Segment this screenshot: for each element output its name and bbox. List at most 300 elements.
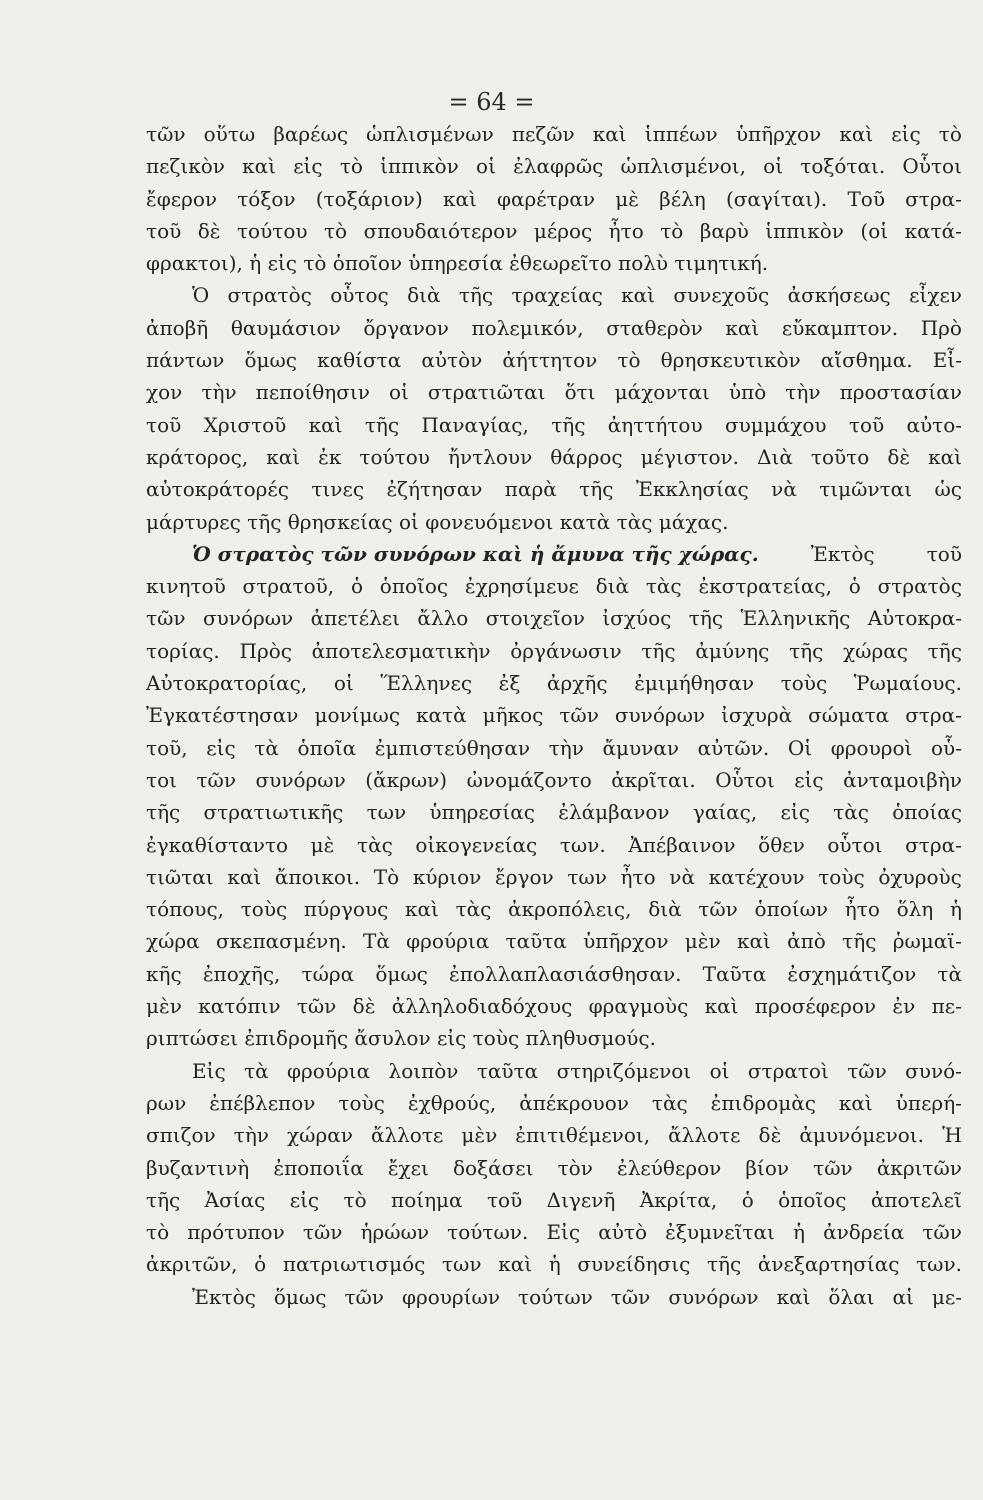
word: ἀπετέλει — [310, 606, 400, 631]
section-heading: Ὁ στρατὸς τῶν συνόρων καὶ ἡ ἄμυνα τῆς χώρας. — [192, 541, 759, 566]
word: ἀποτελεῖ — [870, 1187, 962, 1212]
word: φρουρίων — [401, 1284, 500, 1309]
word: ἀποβῆ — [146, 315, 209, 340]
text-line — [146, 215, 962, 247]
word: καὶ — [621, 283, 656, 308]
word: στρατὸς — [227, 283, 312, 308]
word: τοῦ — [926, 541, 962, 566]
word: Εἰς — [546, 1220, 581, 1245]
word: Πρὸ — [920, 315, 962, 340]
word: κῆς — [146, 961, 182, 986]
word: των — [567, 864, 607, 889]
word: Παναγίας, — [421, 412, 529, 437]
word: εἰς — [780, 800, 810, 825]
text-line: ριπτώσει ἐπιδρομῆς ἄσυλον εἰς τοὺς πληθυσμούς. — [146, 1026, 656, 1051]
word: καὶ — [405, 897, 439, 922]
word: τούτου — [236, 218, 308, 243]
text-line — [146, 829, 962, 861]
word: ἔχει — [387, 1155, 429, 1180]
word: ὡς — [934, 477, 962, 502]
text-line — [146, 958, 962, 990]
word: διὰ — [407, 283, 441, 308]
word: στρα- — [905, 832, 962, 857]
word: τῆς — [789, 638, 824, 663]
word: καὶ — [498, 1252, 533, 1277]
page-number: = 64 = — [448, 88, 535, 116]
word: σπιζον — [146, 1123, 216, 1148]
text-line: μάρτυρες τῆς θρησκείας οἱ φονευόμενοι κατὰ τὰς μάχας. — [146, 509, 729, 534]
word: θαυμάσιον — [230, 315, 341, 340]
word: ὅμως — [273, 1284, 327, 1309]
word: δὲ — [758, 1123, 782, 1148]
word: καὶ — [704, 994, 739, 1019]
word: (σαγίται). — [725, 186, 828, 211]
word: των — [366, 800, 407, 825]
word: οἰκογενείας — [415, 832, 538, 857]
word: ἔφερον — [146, 186, 218, 211]
word: ἡρώων — [360, 1220, 430, 1245]
word: βαρὺ — [699, 218, 749, 243]
word: πύργους — [303, 897, 389, 922]
word: ἐλάμβανον — [558, 800, 670, 825]
word: ταῦτα — [505, 929, 567, 954]
word: ἐζήτησαν — [386, 477, 483, 502]
word: ὄργανον — [363, 315, 449, 340]
text-line — [146, 699, 962, 731]
word: ἤντλουν — [447, 444, 533, 469]
text-line — [146, 861, 962, 893]
word: τοῦ, — [146, 735, 188, 760]
word: με- — [931, 1284, 962, 1309]
word: εἰς — [794, 767, 824, 792]
word: ἐπιτιθέμενοι, — [515, 1123, 651, 1148]
word: ἰσχυρὰ — [721, 703, 793, 728]
word: Ἐκτὸς — [810, 541, 875, 566]
word: νὰ — [669, 864, 695, 889]
word: τῶν — [610, 1284, 651, 1309]
word: ῥωμαϊ- — [892, 929, 962, 954]
word: τὸ — [938, 122, 962, 146]
word: μέρος — [533, 218, 593, 243]
word: γαίας, — [692, 800, 758, 825]
word: αἴσθημα. — [820, 348, 913, 373]
text-line — [146, 990, 962, 1022]
word: τῆς — [842, 929, 877, 954]
word: ὀχυροὺς — [878, 864, 962, 889]
text-line — [146, 1055, 962, 1087]
word: αἱ — [892, 1284, 914, 1309]
word: ἐπολλαπλασιάσθησαν. — [449, 961, 682, 986]
word: οὗτοι — [827, 832, 883, 857]
word: ὅμως — [375, 961, 428, 986]
word: Ἐγκατέστησαν — [146, 703, 299, 728]
word: ὠνομάζοντο — [466, 767, 592, 792]
text-line — [146, 1119, 962, 1151]
word: ὡπλισμένων — [366, 122, 494, 146]
word: τῆς — [458, 283, 494, 308]
word: τοῦ — [486, 1187, 523, 1212]
word: εἰς — [206, 735, 236, 760]
word: τῶν — [847, 1058, 887, 1083]
word: σώματα — [808, 703, 890, 728]
word: τὰς — [833, 800, 869, 825]
word: μὲ — [310, 832, 335, 857]
word: Ἡ — [942, 1123, 962, 1148]
word: ἀνεξαρτησίας — [757, 1252, 900, 1277]
word: πεποίθησιν — [255, 380, 370, 405]
word: ὅτι — [564, 380, 596, 405]
word: συνόρων — [614, 703, 706, 728]
word: συνόρων — [255, 767, 346, 792]
word: Εἶ- — [932, 348, 962, 373]
word: ἦτο — [608, 218, 644, 243]
word: οὗ- — [931, 735, 962, 760]
word: ἐκστρατείας, — [698, 574, 832, 599]
word: πάντων — [146, 348, 225, 373]
word: τώρα — [301, 961, 355, 986]
word: τοῦ — [146, 218, 182, 243]
word: τὸ — [343, 1187, 367, 1212]
word: ἐμπιστεύθησαν — [374, 735, 531, 760]
word: τοι — [146, 767, 177, 792]
word: των — [441, 1252, 482, 1277]
word: χώραν — [287, 1123, 353, 1148]
word: εἶχεν — [909, 283, 962, 308]
word: Διὰ — [757, 444, 793, 469]
word: στρατιωτικῆς — [203, 800, 344, 825]
word: καὶ — [592, 122, 627, 146]
word: πρότυπον — [187, 1220, 285, 1245]
word: κατέχουν — [708, 864, 805, 889]
word: τὴν — [233, 1123, 269, 1148]
word: Χριστοῦ — [203, 412, 287, 437]
word: Οὗτοι — [715, 767, 775, 792]
word: ἀνδρεία — [823, 1220, 905, 1245]
word: μονίμως — [314, 703, 401, 728]
text-line — [146, 1184, 962, 1216]
word: τὸ — [146, 1220, 170, 1245]
word: αὐτὸ — [598, 1220, 648, 1245]
word: οὕτω — [203, 122, 256, 146]
word: ἐκ — [318, 444, 342, 469]
word: τῶν — [302, 1220, 343, 1245]
word: ἀμυνόμενοι. — [799, 1123, 925, 1148]
word: βίον — [745, 1155, 790, 1180]
word: Ἑλληνικῆς — [740, 606, 851, 631]
word: καὶ — [227, 864, 262, 889]
word: ἰσχύος — [602, 606, 672, 631]
word: Οἱ — [787, 735, 813, 760]
word: ὁ — [848, 574, 861, 599]
word: Εἰς — [192, 1058, 226, 1083]
word: παρὰ — [504, 477, 557, 502]
word: σπουδαιότερον — [363, 218, 518, 243]
word: τὴν — [201, 380, 237, 405]
text-line — [146, 441, 962, 473]
word: τιμῶνται — [819, 477, 913, 502]
word: πατριωτισμός — [282, 1252, 426, 1277]
word: μὲν — [461, 1123, 498, 1148]
word: πεζῶν — [511, 122, 575, 146]
word: ἡ — [792, 1220, 805, 1245]
word: ὑπῆρχον — [735, 122, 822, 146]
word: στηριζόμενοι — [556, 1058, 692, 1083]
word: δὲ — [197, 218, 221, 243]
text-line — [146, 796, 962, 828]
word: ἄλλοτε — [668, 1123, 741, 1148]
word: τὰ — [254, 735, 279, 760]
text-line — [146, 925, 962, 957]
word: Ἐκκλησίας — [635, 477, 749, 502]
word: οὗτος — [330, 283, 389, 308]
text-line — [146, 1152, 962, 1184]
word: τὰς — [645, 574, 682, 599]
word: ἐν — [892, 994, 916, 1019]
word: ἀμύνης — [695, 638, 770, 663]
word: ὁποῖος — [778, 1187, 847, 1212]
word: φρουροὶ — [830, 735, 913, 760]
word: καὶ — [266, 444, 301, 469]
word: βυζαντινὴ — [146, 1155, 250, 1180]
word: διὰ — [648, 897, 682, 922]
word: φρούρια — [406, 929, 490, 954]
text-line — [146, 312, 962, 344]
word: ὡπλισμένοι, — [620, 154, 746, 179]
word: συνεχοῦς — [673, 283, 770, 308]
word: τὸ — [339, 154, 363, 179]
word: πε- — [931, 994, 962, 1019]
word: ἀπὸ — [787, 929, 826, 954]
word: Ταῦτα — [702, 961, 767, 986]
word: βαρέως — [273, 122, 349, 146]
word: τοῦ — [848, 412, 885, 437]
word: ἀνταμοιβὴν — [843, 767, 962, 792]
word: ἐχθρούς, — [407, 1090, 497, 1115]
text-line — [146, 1087, 962, 1119]
word: συνόρων — [668, 1284, 759, 1309]
word: καὶ — [442, 186, 477, 211]
word: ἱππικὸν — [765, 218, 844, 243]
word: ἡ — [949, 897, 962, 922]
word: Οὗτοι — [902, 154, 962, 179]
word: των. — [916, 1252, 962, 1277]
text-line — [146, 150, 962, 182]
word: καὶ — [308, 412, 343, 437]
text-line — [146, 602, 962, 634]
word: ἐλεύθερον — [617, 1155, 722, 1180]
text-line — [146, 376, 962, 408]
word: ἦτο — [620, 864, 656, 889]
word: κινητοῦ — [146, 574, 226, 599]
word: μῆκος — [482, 703, 544, 728]
word: ἡ — [548, 1252, 561, 1277]
word: αὐτοκράτορές — [146, 477, 289, 502]
word: ὅλαι — [828, 1284, 875, 1309]
word: ἐξυμνεῖται — [665, 1220, 775, 1245]
word: τὰ — [244, 1058, 269, 1083]
word: θρησκευτικὸν — [660, 348, 801, 373]
word: ἀρχῆς — [547, 671, 608, 696]
word: ὀργάνωσιν — [510, 638, 622, 663]
word: τῶν — [146, 606, 186, 631]
word: μὲν — [146, 994, 182, 1019]
section-heading-line — [146, 538, 962, 570]
word: ἱππικὸν — [380, 154, 459, 179]
word: μὲ — [615, 186, 639, 211]
word: θάρρος — [550, 444, 623, 469]
word: Τοῦ — [847, 186, 885, 211]
word: τορίας. — [146, 638, 220, 663]
word: συνό- — [905, 1058, 962, 1083]
word: τὸ — [660, 218, 684, 243]
word: πολεμικόν, — [471, 315, 584, 340]
word: τόπους, — [146, 897, 225, 922]
word: κράτορος, — [146, 444, 249, 469]
word: ὁποίων — [754, 897, 829, 922]
text-line — [146, 279, 962, 311]
word: συνείδησις — [577, 1252, 691, 1277]
word: προσέφερον — [754, 994, 877, 1019]
word: στρατοῦ, — [242, 574, 335, 599]
word: οἱ — [388, 380, 409, 405]
word: σταθερὸν — [606, 315, 703, 340]
word: εὔκαμπτον. — [781, 315, 899, 340]
word: τῆς — [688, 606, 724, 631]
word: τινες — [311, 477, 365, 502]
word: τοὺς — [818, 864, 865, 889]
word: τῆς — [364, 412, 400, 437]
word: στρα- — [905, 186, 962, 211]
word: ὅμως — [244, 348, 298, 373]
word: τόξον — [237, 186, 296, 211]
text-line — [146, 893, 962, 925]
word: Ἐκτὸς — [192, 1284, 256, 1309]
word: Αὐτοκρατορίας, — [146, 671, 308, 696]
word: τῶν — [698, 897, 738, 922]
word: ἐπιδρομὰς — [710, 1090, 816, 1115]
word: τῆς — [146, 1187, 181, 1212]
word: ὁποῖα — [297, 735, 357, 760]
word: στρατοὶ — [747, 1058, 829, 1083]
word: τὰς — [651, 1090, 688, 1115]
word: κατὰ — [416, 703, 467, 728]
word: ἀλληλοδιαδόχους — [391, 994, 573, 1019]
word: τοῦτο — [810, 444, 870, 469]
word: αὐτὸν — [421, 348, 483, 373]
word: τοὺς — [240, 897, 288, 922]
word: Ἕλληνες — [380, 671, 473, 696]
word: ἐξ — [498, 671, 521, 696]
text-line — [146, 118, 962, 150]
text-line — [146, 732, 962, 764]
word: ἐσχημάτιζον — [787, 961, 917, 986]
word: ἐγκαθίσταντο — [146, 832, 289, 857]
text-line — [146, 635, 962, 667]
word: ἱππέων — [644, 122, 718, 146]
word: χώρα — [146, 929, 200, 954]
word: τῆς — [706, 1252, 742, 1277]
word: Τὸ — [373, 864, 400, 889]
word: χον — [146, 380, 183, 405]
word: ἀκριτῶν, — [146, 1252, 238, 1277]
word: ἀηττήτου — [607, 412, 703, 437]
word: ὑπερή- — [895, 1090, 962, 1115]
word: καὶ — [736, 929, 771, 954]
text-line — [146, 1216, 962, 1248]
word: στρατὸς — [877, 574, 962, 599]
word: καὶ — [928, 444, 962, 469]
word: μὲν — [684, 929, 721, 954]
word: Διγενῆ — [546, 1187, 616, 1212]
word: διὰ — [595, 574, 630, 599]
word: τούτων — [518, 1284, 593, 1309]
word: (τοξάριον) — [315, 186, 423, 211]
word: ὅθεν — [758, 832, 805, 857]
word: τιῶται — [146, 864, 214, 889]
word: ἄλλοτε — [370, 1123, 444, 1148]
text-line: φρακτοι), ἡ εἰς τὸ ὁποῖον ὑπηρεσία ἐθεωρεῖτο πολὺ τιμητική. — [146, 251, 769, 276]
word: ἐπέβλεπον — [209, 1090, 316, 1115]
word: ὑπῆρχον — [583, 929, 669, 954]
word: αὐτο- — [906, 412, 962, 437]
word: τὸν — [557, 1155, 593, 1180]
word: ἀκρῖται. — [611, 767, 696, 792]
word: τῶν — [146, 122, 186, 146]
text-line — [146, 1248, 962, 1280]
word: καὶ — [839, 122, 874, 146]
word: κατά- — [904, 218, 962, 243]
word: χώρας — [843, 638, 908, 663]
text-line — [146, 764, 962, 796]
word: καθίστα — [317, 348, 402, 373]
text-line — [146, 667, 962, 699]
word: τῆς — [927, 638, 962, 663]
word: στρα- — [905, 703, 962, 728]
word: ἐποχῆς, — [202, 961, 281, 986]
word: Πρὸς — [239, 638, 292, 663]
word: εἰς — [293, 154, 323, 179]
text-line — [146, 344, 962, 376]
word: εἰς — [289, 1187, 320, 1212]
word: ὁποῖος — [379, 574, 449, 599]
word: σκεπασμένη. — [216, 929, 347, 954]
word: Ἀκρίτα, — [639, 1187, 718, 1212]
word: ποίημα — [391, 1187, 463, 1212]
text-line — [146, 473, 962, 505]
word: ὁ — [741, 1187, 754, 1212]
word: τοῦ — [146, 412, 182, 437]
word: ἀκροπόλεις, — [508, 897, 632, 922]
word: αὐτῶν. — [697, 735, 770, 760]
word: ἐμιμήθησαν — [634, 671, 755, 696]
word: ταῦτα — [476, 1058, 539, 1083]
word: οἱ — [476, 154, 496, 179]
word: τὰ — [937, 961, 962, 986]
word: καὶ — [242, 154, 276, 179]
word: τὴν — [548, 735, 584, 760]
word: τῶν — [344, 1284, 384, 1309]
word: συμμάχου — [724, 412, 827, 437]
word: ἔργον — [495, 864, 554, 889]
word: προστασίαν — [839, 380, 962, 405]
word: (ἄκρων) — [365, 767, 448, 792]
body-text — [146, 118, 962, 1313]
word: φρούρια — [287, 1058, 371, 1083]
word: τοὺς — [780, 671, 828, 696]
word: νὰ — [771, 477, 797, 502]
word: τῆς — [146, 800, 181, 825]
word: ὁποίας — [892, 800, 962, 825]
